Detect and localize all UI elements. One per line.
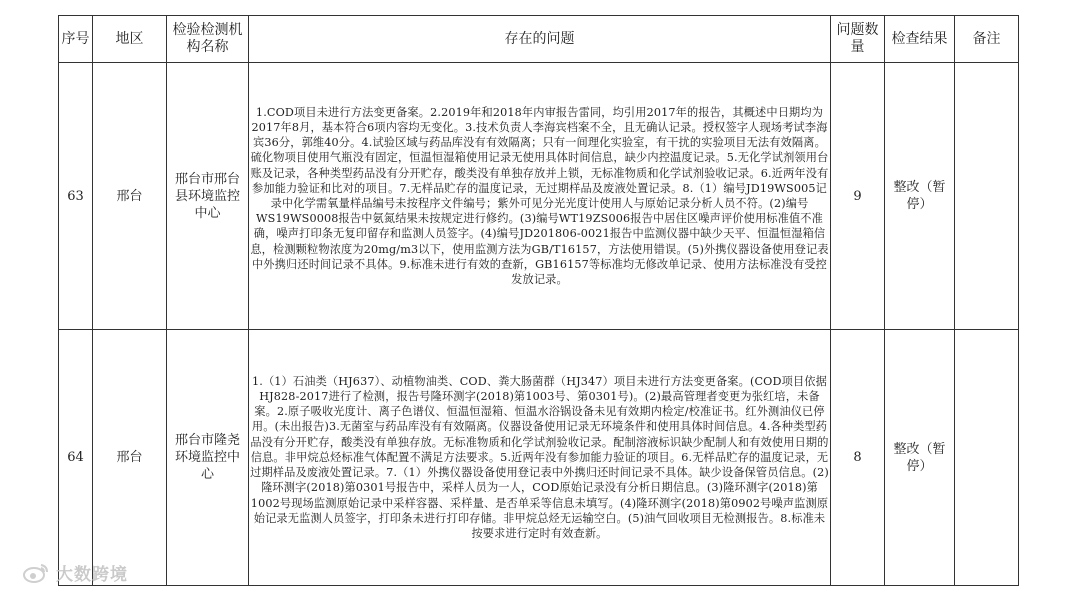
row-result: 整改（暂停）	[885, 63, 955, 330]
inspection-table	[58, 15, 1019, 586]
watermark-text: 大数跨境	[56, 565, 128, 585]
header-region: 地区	[93, 16, 167, 63]
row-result: 整改（暂停）	[885, 330, 955, 586]
row-region: 邢台	[93, 330, 167, 586]
header-seq: 序号	[59, 16, 93, 63]
row-issues: 1.COD项目未进行方法变更备案。2.2019年和2018年内审报告雷同，均引用2017年的报告，其概述中日期均为2017年8月，基本符合6项内容均无变化。3.技术负责人李海宾档案不全，且无确认记录。授权签字人现场考试李海宾36分，郭维40分。4.试验区域与药品库没有有效隔离；只有一间理化实验室，有干扰的实验项目无法有效隔离。硫化物项目使用气瓶没有固定，恒温恒湿箱使用记录无使用具体时间信息，缺少内控温度记录。5.无化学试剂领用台账及记录，各种类型药品没有分开贮存，酸类没有单独存放并上锁，无标准物质和化学试剂验收记录。6.近两年没有参加能力验证和比对的项目。7.无样品贮存的温度记录，无过期样品及废液处置记录。8.（1）编号JD19WS005记录中化学需氧量样品编号未按程序文件编号；紫外可见分光光度计使用人与原始记录分析人员不符。(2)编号WS19WS0008报告中氨氮结果未按规定进行修约。(3)编号WT19ZS006报告中居住区噪声评价使用标准值不准确，噪声打印条无复印留存和监测人员签字。(4)编号JD201806-0021报告中监测仪器中缺少天平、恒温恒湿箱信息，检测颗粒物浓度为20mg/m3以下，使用监测方法为GB/T16157，方法使用错误。(5)外携仪器设备使用登记表中外携归还时间记录不具体。9.标准未进行有效的查新，GB16157等标准均无修改单记录、使用方法标准没有受控发放记录。	[249, 63, 831, 330]
row-seq: 63	[59, 63, 93, 330]
table-row	[59, 330, 1019, 586]
row-remarks	[955, 63, 1019, 330]
row-count: 9	[831, 63, 885, 330]
row-remarks	[955, 330, 1019, 586]
header-issues: 存在的问题	[249, 16, 831, 63]
row-org-name: 邢台市邢台县环境监控中心	[167, 63, 249, 330]
watermark	[22, 560, 128, 585]
header-result: 检查结果	[885, 16, 955, 63]
header-row	[59, 16, 1019, 63]
header-remarks: 备注	[955, 16, 1019, 63]
row-region: 邢台	[93, 63, 167, 330]
row-count: 8	[831, 330, 885, 586]
table-row	[59, 63, 1019, 330]
row-issues: 1.（1）石油类（HJ637）、动植物油类、COD、粪大肠菌群（HJ347）项目未进行方法变更备案。(COD项目依据HJ828-2017进行了检测，报告号隆环测字(2018)第1003号、第0301号)。(2)最高管理者变更为张红培，未备案。2.原子吸收光度计、离子色谱仪、恒温恒湿箱、恒温水浴锅设备未见有效期内检定/校准证书。红外测油仪已停用。(未出报告)3.无菌室与药品库没有有效隔离。仪器设备使用记录无环境条件和使用具体时间信息。4.各种类型药品没有分开贮存，酸类没有单独存放。无标准物质和化学试剂验收记录。配制溶液标识缺少配制人和有效使用日期的信息。非甲烷总烃标准气体配置不满足方法要求。5.近两年没有参加能力验证的项目。6.无样品贮存的温度记录，无过期样品及废液处置记录。7.（1）外携仪器设备使用登记表中外携归还时间记录不具体。缺少设备保管员信息。(2)隆环测字(2018)第0301号报告中，采样人员为一人，COD原始记录没有分析日期信息。(3)隆环测字(2018)第1002号现场监测原始记录中采样容器、采样量、是否单采等信息未填写。(4)隆环测字(2018)第0902号噪声监测原始记录无监测人员签字，打印条未进行打印存储。非甲烷总烃无运输空白。(5)油气回收项目无检测报告。8.标准未按要求进行定时有效查新。	[249, 330, 831, 586]
header-org-name: 检验检测机构名称	[167, 16, 249, 63]
header-count: 问题数量	[831, 16, 885, 63]
weibo-logo-icon	[22, 562, 50, 584]
row-seq: 64	[59, 330, 93, 586]
row-org-name: 邢台市隆尧环境监控中心	[167, 330, 249, 586]
